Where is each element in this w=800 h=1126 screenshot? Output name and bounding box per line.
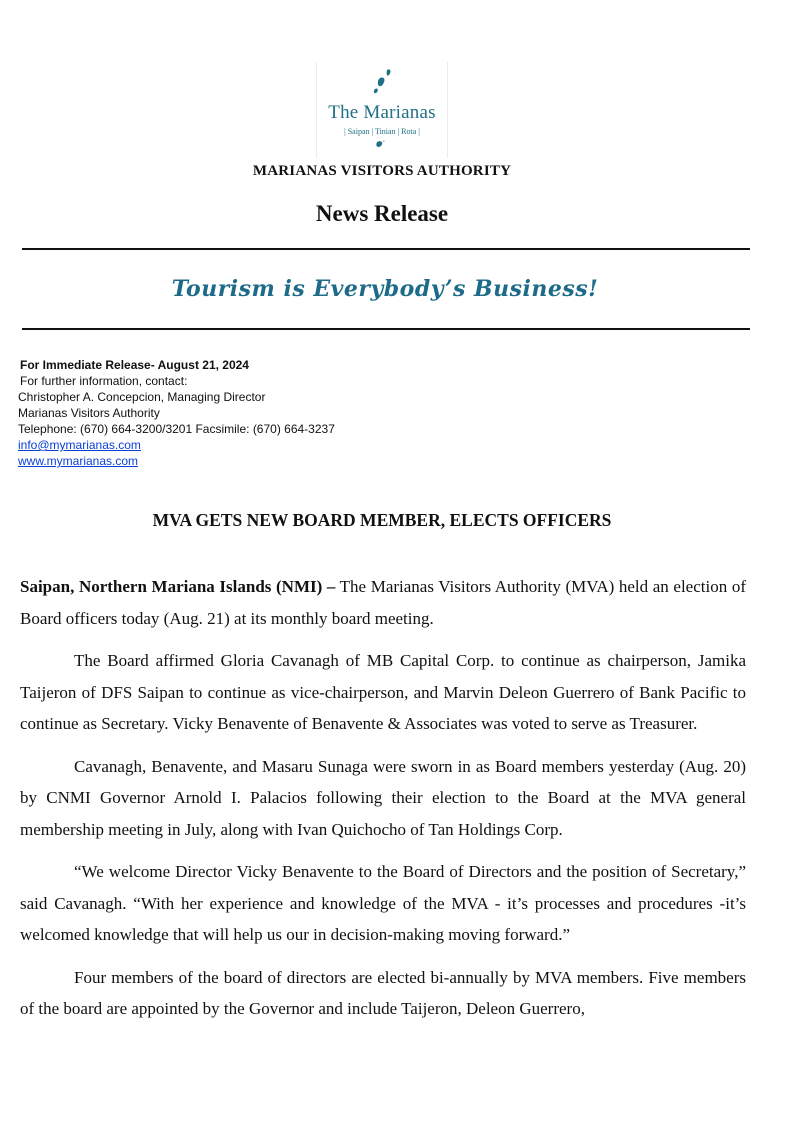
paragraph-4: “We welcome Director Vicky Benavente to the Board of Directors and the position of Secretary,” said Cavanagh. “With her experience and knowledge of the MVA - it’s processes and procedures -it’s welcomed knowledge that will help us our in decision-making moving forward.” [20, 862, 746, 944]
dateline: Saipan, Northern Mariana Islands (NMI) – [20, 577, 336, 596]
contact-name: Christopher A. Concepcion, Managing Director [18, 390, 266, 404]
article-headline: MVA GETS NEW BOARD MEMBER, ELECTS OFFICERS [152, 510, 612, 530]
further-info-label: For further information, contact: [20, 374, 188, 388]
organization-name: MARIANAS VISITORS AUTHORITY [252, 163, 512, 179]
page-title: News Release [315, 201, 449, 226]
article-body [20, 571, 746, 1036]
website-link[interactable]: www.mymarianas.com [18, 454, 139, 468]
logo-name: The Marianas [328, 102, 436, 123]
paragraph-3: Cavanagh, Benavente, and Masaru Sunaga were sworn in as Board members yesterday (Aug. 20) by CNMI Governor Arnold I. Palacios following their election to the Board at the MVA general membership meeting in July, along with Ivan Quichocho of Tan Holdings Corp. [20, 756, 746, 839]
contact-org: Marianas Visitors Authority [18, 406, 160, 420]
paragraph-1-text: The Marianas Visitors Authority (MVA) held an election of Board officers today (Aug. 21) at its monthly board meeting. [20, 577, 746, 628]
contact-block [18, 357, 335, 469]
paragraph-1 [20, 571, 746, 634]
marianas-logo [316, 62, 448, 158]
paragraph-5: Four members of the board of directors are elected bi-annually by MVA members. Five members of the board are appointed by the Governor and include Taijeron, Deleon Guerrero, [20, 967, 746, 1018]
contact-phone: Telephone: (670) 664-3200/3201 Facsimile: (670) 664-3237 [18, 422, 335, 436]
email-link[interactable]: info@mymarianas.com [18, 438, 141, 452]
divider-bottom [22, 328, 750, 330]
tagline: Tourism is Everybody’s Business! [171, 276, 599, 302]
logo-islands: | Saipan | Tinian | Rota | [344, 127, 420, 136]
divider-top [22, 248, 750, 250]
paragraph-2: The Board affirmed Gloria Cavanagh of MB Capital Corp. to continue as chairperson, Jamika Taijeron of DFS Saipan to continue as vice-chairperson, and Marvin Deleon Guerrero of Bank Pacific to continue as Secretary. Vicky Benavente of Benavente & Associates was voted to serve as Treasurer. [20, 651, 746, 733]
release-date-line: For Immediate Release- August 21, 2024 [20, 358, 249, 372]
